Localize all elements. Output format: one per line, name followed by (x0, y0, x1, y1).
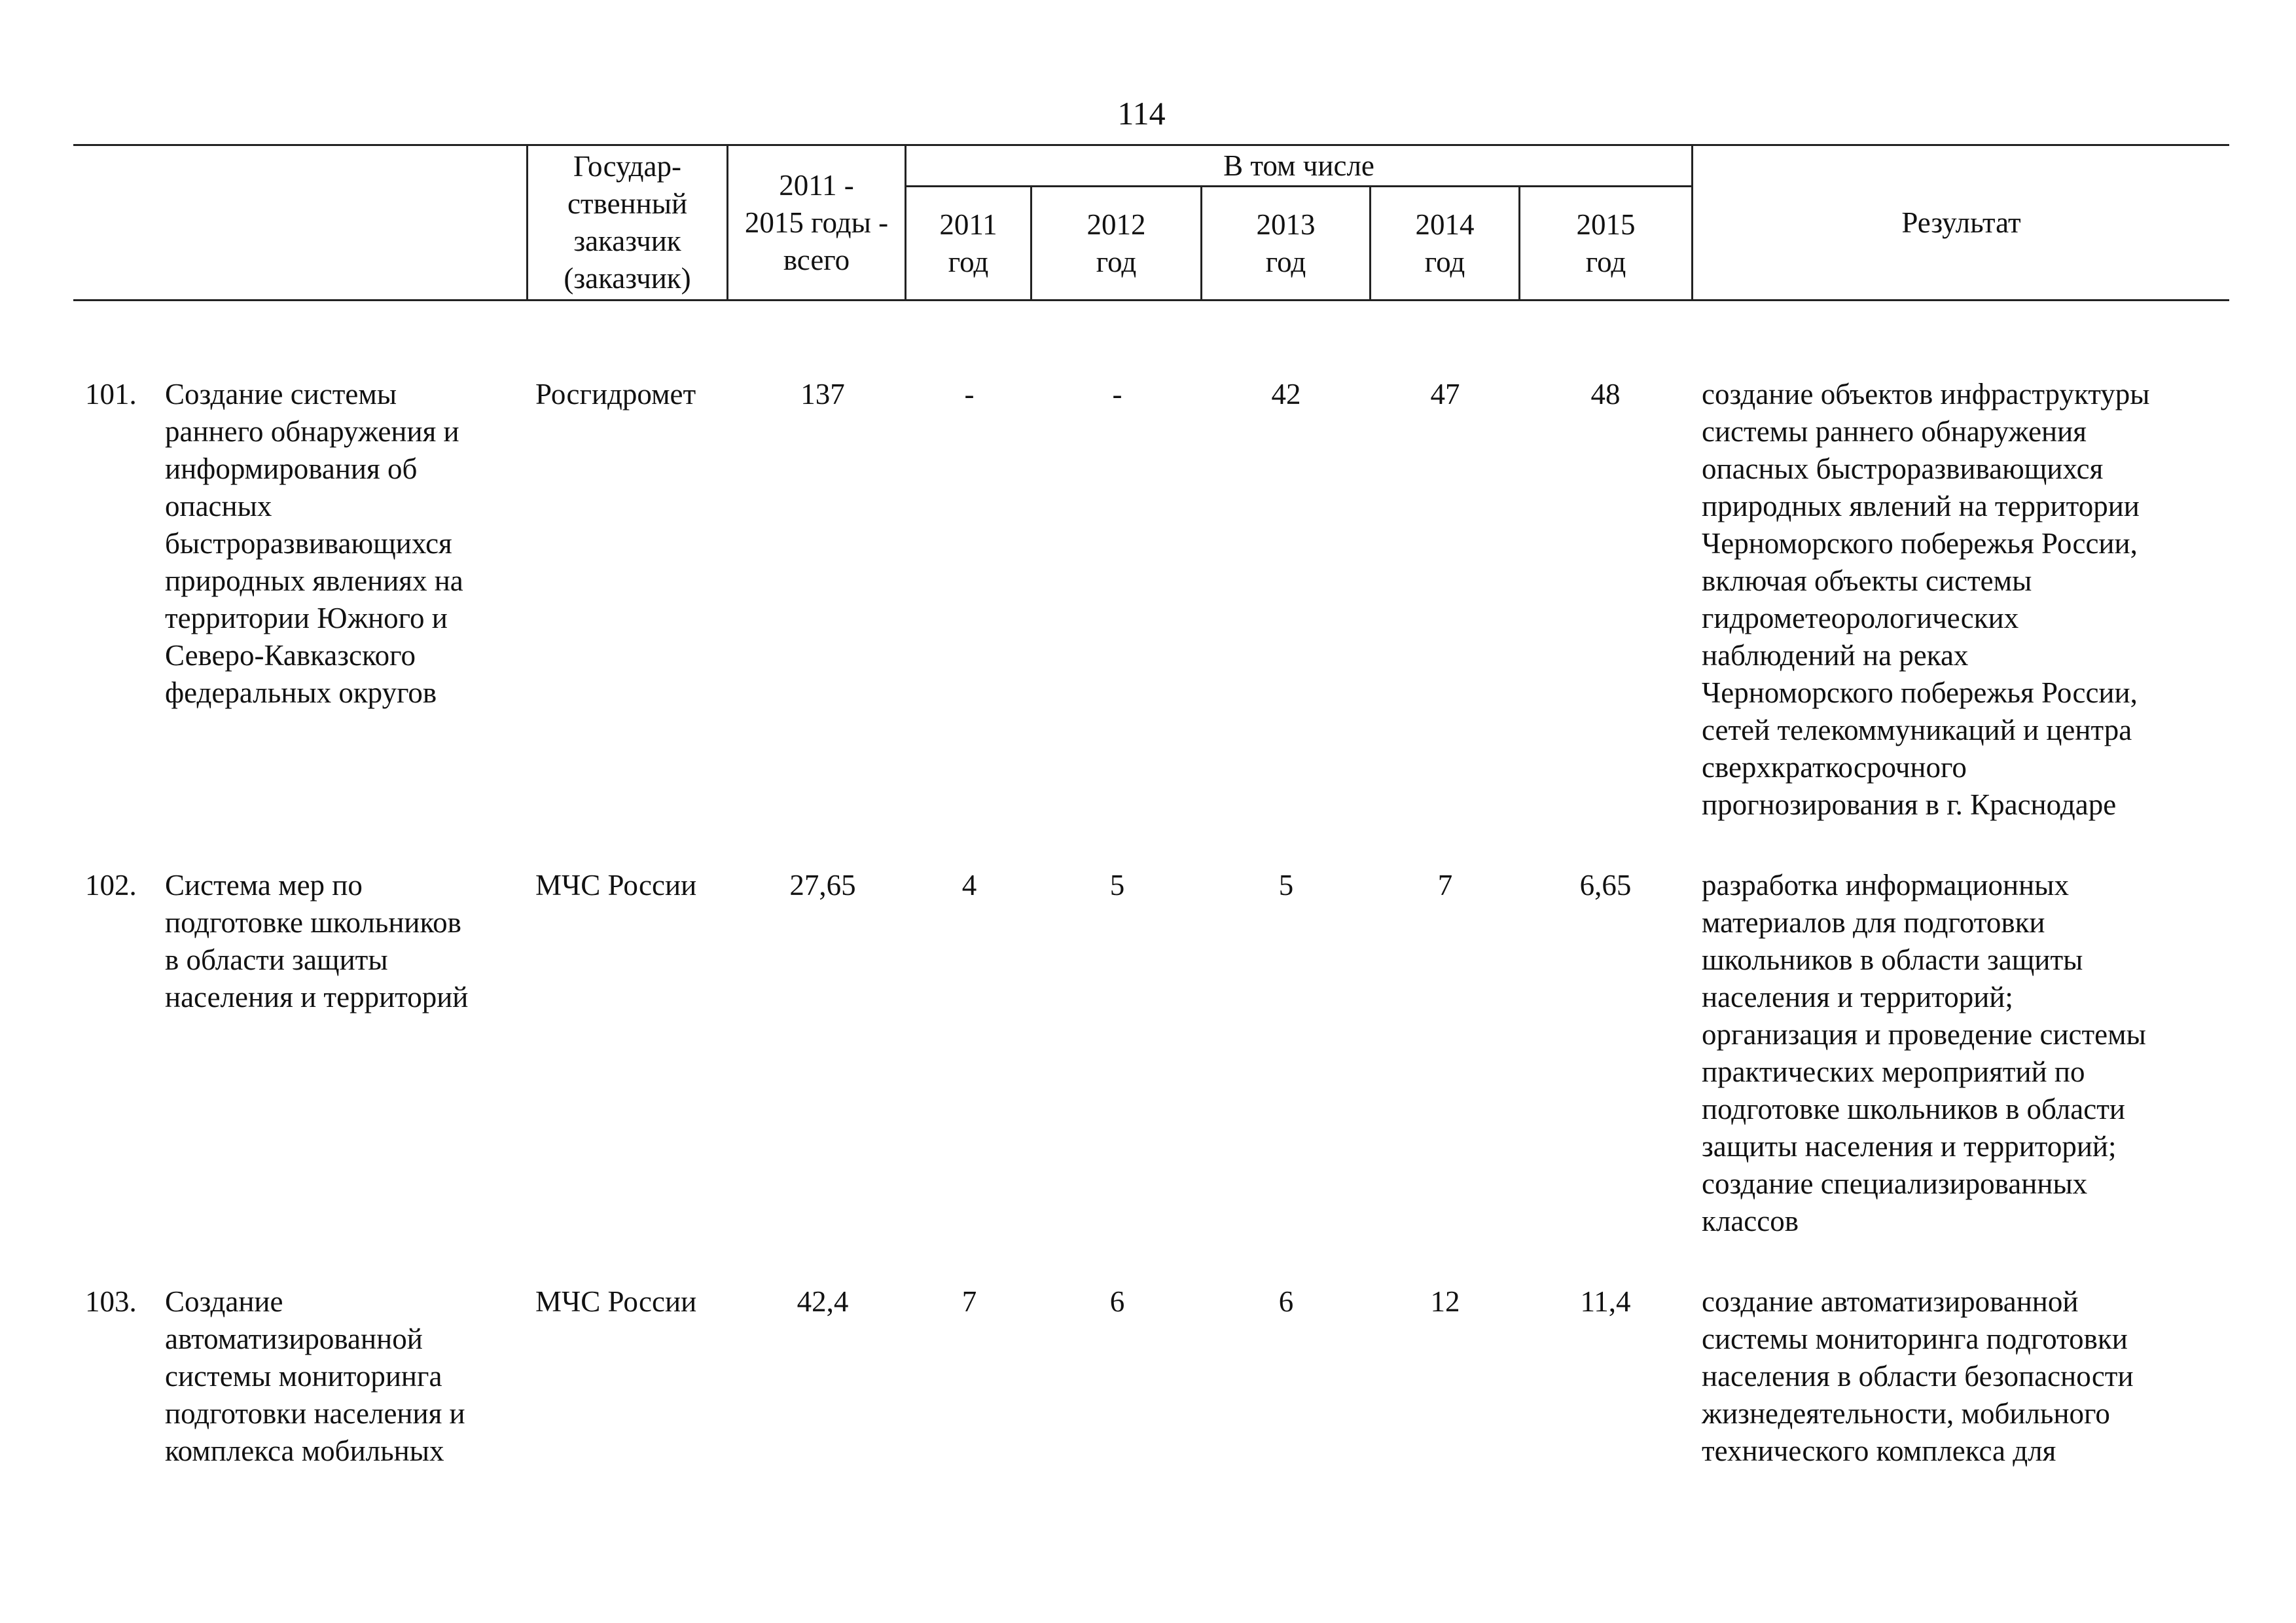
value-2011: 4 (961, 869, 977, 902)
value-2015: 11,4 (1580, 1285, 1631, 1318)
result-text: разработка информационных материалов для подготовки школьников в области защиты населения и территорий; организация и проведение системы практических мероприятий по подготовке школьников в области защиты населения и территорий; создание специализированных классов (1702, 869, 2146, 1237)
page-number: 114 (1117, 95, 1166, 132)
header-including: В том числе (1223, 149, 1374, 182)
measure-name: Система мер по подготовке школьников в области защиты населения и территорий (165, 869, 469, 1013)
header-year-2015: 2015 год (1576, 208, 1636, 278)
result-text: создание автоматизированной системы мониторинга подготовки населения в области безопасности жизнедеятельности, мобильного технического комплекса для (1702, 1285, 2134, 1467)
row-number: 102. (85, 869, 137, 902)
header-year-2013: 2013 год (1256, 208, 1316, 278)
measure-name: Создание автоматизированной системы мониторинга подготовки населения и комплекса мобильных (165, 1285, 465, 1467)
total-value: 42,4 (797, 1285, 849, 1318)
result-text: создание объектов инфраструктуры системы раннего обнаружения опасных быстроразвивающихся природных явлений на территории Черноморского побережья России, включая объекты системы гидрометеорологических наблюдений на реках Черноморского побережья России, сетей телекоммуникаций и центра сверхкраткосрочного прогнозирования в г. Краснодаре (1702, 378, 2150, 821)
customer: Росгидромет (535, 378, 696, 410)
total-value: 137 (800, 378, 845, 410)
value-2011: 7 (961, 1285, 977, 1318)
customer: МЧС России (535, 1285, 697, 1318)
customer: МЧС России (535, 869, 697, 902)
header-result: Результат (1901, 206, 2021, 239)
header-year-2014: 2014 год (1415, 208, 1475, 278)
value-2014: 7 (1437, 869, 1453, 902)
total-value: 27,65 (789, 869, 856, 902)
table-header (73, 144, 2229, 301)
value-2014: 47 (1430, 378, 1460, 410)
value-2012: 5 (1109, 869, 1125, 902)
header-customer: Государ- ственный заказчик (заказчик) (564, 150, 691, 295)
row-number: 103. (85, 1285, 137, 1318)
header-year-2012: 2012 год (1086, 208, 1146, 278)
value-2012: - (1112, 378, 1122, 410)
value-2013: 6 (1278, 1285, 1294, 1318)
value-2015: 48 (1590, 378, 1621, 410)
value-2012: 6 (1109, 1285, 1125, 1318)
measure-name: Создание системы раннего обнаружения и информирования об опасных быстроразвивающихся природных явлениях на территории Южного и Северо-Кавказского федеральных округов (165, 378, 463, 709)
row-number: 101. (85, 378, 137, 410)
header-total: 2011 - 2015 годы - всего (744, 168, 889, 276)
value-2015: 6,65 (1579, 869, 1632, 902)
value-2013: 42 (1271, 378, 1301, 410)
value-2013: 5 (1278, 869, 1294, 902)
header-year-2011: 2011 год (939, 208, 997, 278)
value-2011: - (964, 378, 975, 410)
value-2014: 12 (1430, 1285, 1460, 1318)
